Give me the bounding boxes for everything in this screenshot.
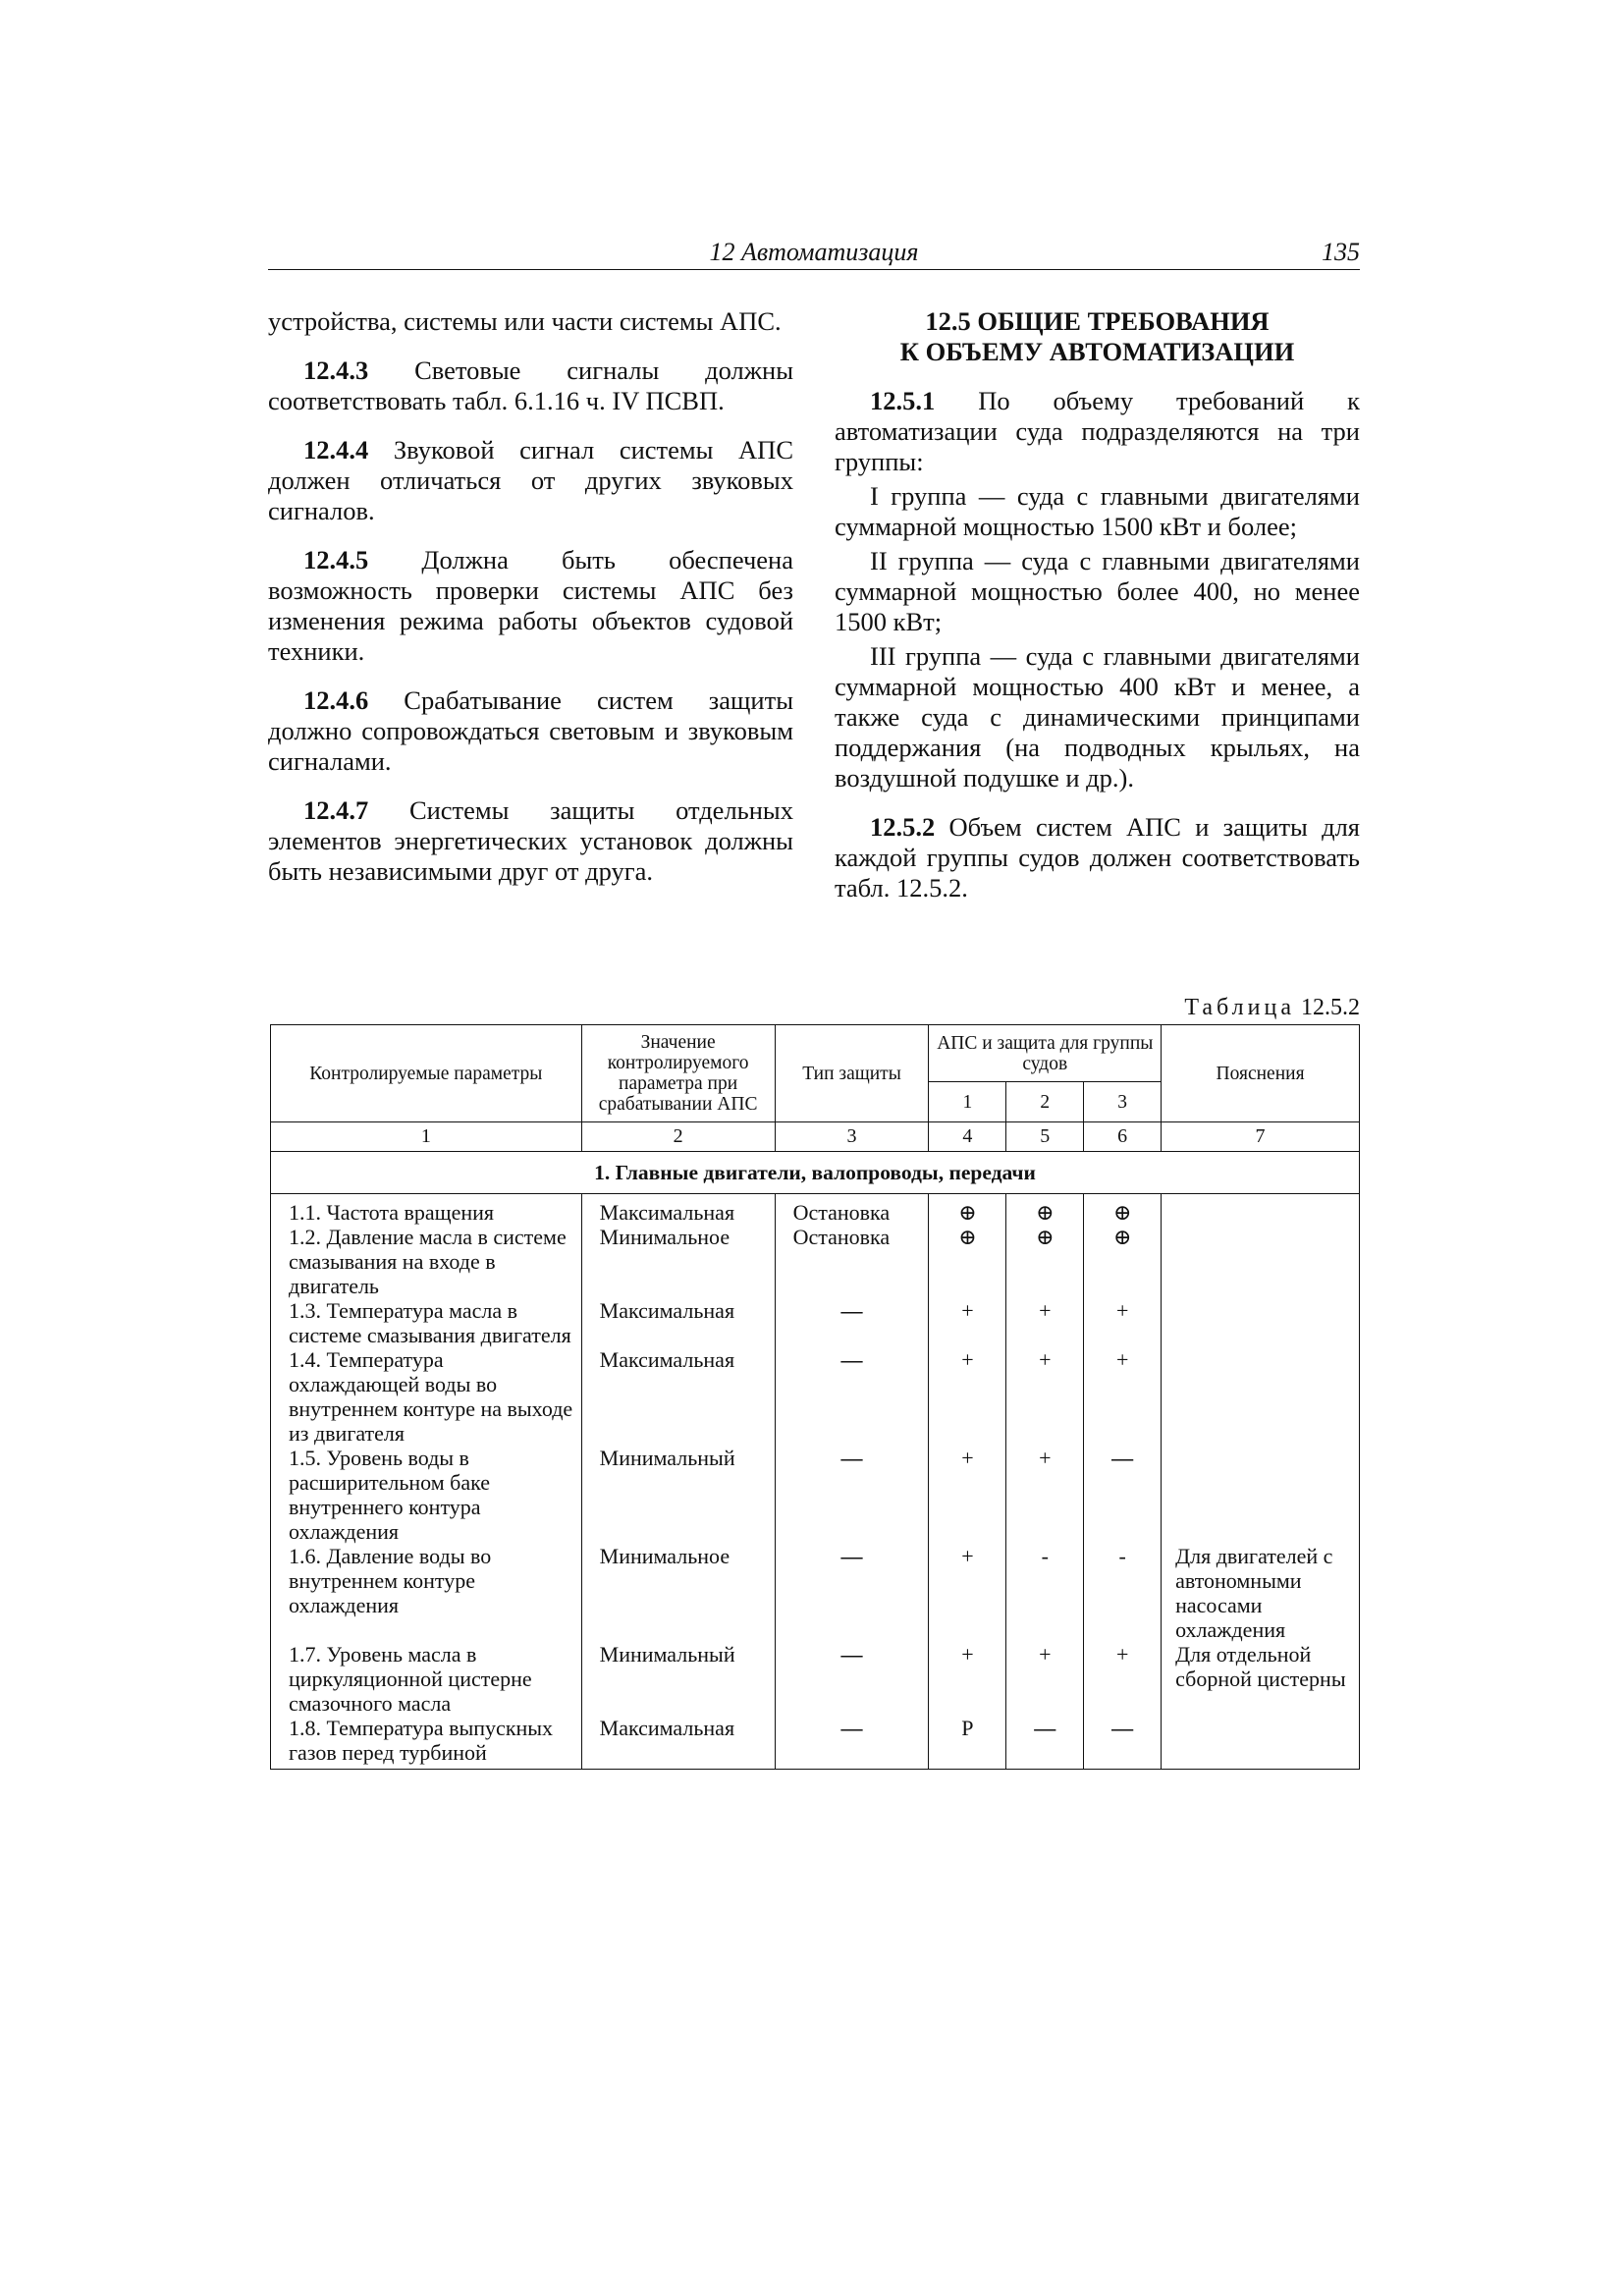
requirements-table xyxy=(270,1024,1360,1770)
note-cell xyxy=(1162,1716,1360,1770)
section-title xyxy=(835,306,1360,367)
clause-text: Звуковой сигнал системы АПС должен отличаться от других звуковых сигналов. xyxy=(268,435,793,525)
column-number: 4 xyxy=(929,1122,1006,1152)
page-number: 135 xyxy=(1322,238,1360,266)
param-cell: 1.7. Уровень масла в циркуляционной цистерне смазочного масла xyxy=(271,1642,582,1716)
paragraph-12-4-3 xyxy=(268,355,793,416)
group-3-definition: III группа — суда с главными двигателями суммарной мощностью 400 кВт и менее, а также суда с динамическими принципами поддержания (на подводных крыльях, на воздушной подушке и др.). xyxy=(835,641,1360,793)
paragraph-12-5-1 xyxy=(835,386,1360,477)
header-param: Контролируемые параметры xyxy=(271,1025,582,1122)
paragraph-12-4-4 xyxy=(268,435,793,526)
group-2-cell: ⊕ xyxy=(1006,1225,1084,1298)
clause-number: 12.4.7 xyxy=(303,795,369,825)
left-column xyxy=(268,306,793,905)
note-cell xyxy=(1162,1446,1360,1544)
paragraph-12-4-7 xyxy=(268,795,793,887)
param-cell: 1.5. Уровень воды в расширительном баке внутреннего контура охлаждения xyxy=(271,1446,582,1544)
clause-text: Системы защиты отдельных элементов энергетических установок должны быть независимыми друг от друга. xyxy=(268,795,793,886)
note-cell xyxy=(1162,1298,1360,1347)
group-2-cell: + xyxy=(1006,1347,1084,1446)
table-caption xyxy=(1060,995,1360,1021)
section-title-line-1: 12.5 ОБЩИЕ ТРЕБОВАНИЯ xyxy=(925,306,1270,336)
table-row xyxy=(271,1544,1360,1642)
header-protection: Тип защиты xyxy=(775,1025,929,1122)
table-row xyxy=(271,1642,1360,1716)
group-1-cell: + xyxy=(929,1347,1006,1446)
column-number: 1 xyxy=(271,1122,582,1152)
column-number: 5 xyxy=(1006,1122,1084,1152)
section-heading: 1. Главные двигатели, валопроводы, передачи xyxy=(271,1152,1360,1194)
param-cell: 1.3. Температура масла в системе смазывания двигателя xyxy=(271,1298,582,1347)
value-cell: Максимальная xyxy=(581,1298,775,1347)
param-cell: 1.6. Давление воды во внутреннем контуре охлаждения xyxy=(271,1544,582,1642)
group-2-cell: - xyxy=(1006,1544,1084,1642)
note-cell: Для двигателей с автономными насосами охлаждения xyxy=(1162,1544,1360,1642)
paragraph-12-4-5 xyxy=(268,545,793,667)
group-3-cell: + xyxy=(1084,1347,1162,1446)
clause-text: Световые сигналы должны соответствовать табл. 6.1.16 ч. IV ПСВП. xyxy=(268,355,793,415)
paragraph-continuation: устройства, системы или части системы АПС. xyxy=(268,306,782,336)
header-group-3: 3 xyxy=(1084,1082,1162,1122)
group-3-cell: ⊕ xyxy=(1084,1194,1162,1226)
clause-number: 12.4.4 xyxy=(303,435,369,465)
clause-text: Должна быть обеспечена возможность проверки системы АПС без изменения режима работы объектов судовой техники. xyxy=(268,545,793,666)
clause-text: По объему требований к автоматизации суда подразделяются на три группы: xyxy=(835,386,1360,476)
right-column xyxy=(835,306,1360,922)
group-1-cell: + xyxy=(929,1544,1006,1642)
table-row xyxy=(271,1347,1360,1446)
group-1-cell: + xyxy=(929,1446,1006,1544)
group-2-cell: + xyxy=(1006,1446,1084,1544)
param-cell: 1.4. Температура охлаждающей воды во внутреннем контуре на выходе из двигателя xyxy=(271,1347,582,1446)
header-value: Значение контролируемого параметра при срабатывании АПС xyxy=(581,1025,775,1122)
column-number: 3 xyxy=(775,1122,929,1152)
clause-number: 12.4.3 xyxy=(303,355,369,385)
table-row xyxy=(271,1716,1360,1770)
running-title: 12 Автоматизация xyxy=(709,238,919,266)
paragraph-12-4-6 xyxy=(268,685,793,777)
param-cell: 1.8. Температура выпускных газов перед турбиной xyxy=(271,1716,582,1770)
group-1-cell: ⊕ xyxy=(929,1194,1006,1226)
header-group-2: 2 xyxy=(1006,1082,1084,1122)
group-2-cell: + xyxy=(1006,1642,1084,1716)
value-cell: Минимальное xyxy=(581,1225,775,1298)
value-cell: Максимальная xyxy=(581,1347,775,1446)
section-title-line-2: К ОБЪЕМУ АВТОМАТИЗАЦИИ xyxy=(899,337,1295,366)
protection-cell: Остановка xyxy=(775,1225,929,1298)
group-2-definition: II группа — суда с главными двигателями суммарной мощностью более 400, но менее 1500 кВт; xyxy=(835,546,1360,636)
clause-number: 12.5.2 xyxy=(870,812,936,842)
table-row xyxy=(271,1298,1360,1347)
value-cell: Максимальная xyxy=(581,1194,775,1226)
clause-number: 12.4.6 xyxy=(303,685,369,715)
protection-cell: — xyxy=(775,1347,929,1446)
group-3-cell: — xyxy=(1084,1446,1162,1544)
clause-text: Объем систем АПС и защиты для каждой группы судов должен соответствовать табл. 12.5.2. xyxy=(835,812,1360,902)
note-cell xyxy=(1162,1347,1360,1446)
value-cell: Максимальная xyxy=(581,1716,775,1770)
table-row xyxy=(271,1194,1360,1226)
header-notes: Пояснения xyxy=(1162,1025,1360,1122)
table-caption-number: 12.5.2 xyxy=(1301,995,1360,1020)
paragraph-12-5-2 xyxy=(835,812,1360,903)
column-number: 6 xyxy=(1084,1122,1162,1152)
group-1-definition: I группа — суда с главными двигателями суммарной мощностью 1500 кВт и более; xyxy=(835,481,1360,541)
group-3-cell: + xyxy=(1084,1298,1162,1347)
clause-number: 12.5.1 xyxy=(870,386,936,415)
group-2-cell: + xyxy=(1006,1298,1084,1347)
protection-cell: — xyxy=(775,1298,929,1347)
table-caption-word: Таблица xyxy=(1184,995,1295,1020)
column-number: 2 xyxy=(581,1122,775,1152)
group-1-cell: ⊕ xyxy=(929,1225,1006,1298)
value-cell: Минимальный xyxy=(581,1446,775,1544)
group-2-cell: — xyxy=(1006,1716,1084,1770)
protection-cell: — xyxy=(775,1642,929,1716)
column-number-row xyxy=(271,1122,1360,1152)
group-1-cell: + xyxy=(929,1298,1006,1347)
group-3-cell: - xyxy=(1084,1544,1162,1642)
protection-cell: Остановка xyxy=(775,1194,929,1226)
running-header xyxy=(268,236,1360,270)
header-aps-group: АПС и защита для группы судов xyxy=(929,1025,1162,1082)
header-group-1: 1 xyxy=(929,1082,1006,1122)
protection-cell: — xyxy=(775,1446,929,1544)
table-row xyxy=(271,1446,1360,1544)
group-3-cell: + xyxy=(1084,1642,1162,1716)
value-cell: Минимальное xyxy=(581,1544,775,1642)
value-cell: Минимальный xyxy=(581,1642,775,1716)
param-cell: 1.1. Частота вращения xyxy=(271,1194,582,1226)
group-1-cell: + xyxy=(929,1642,1006,1716)
group-3-cell: — xyxy=(1084,1716,1162,1770)
table-header-row xyxy=(271,1025,1360,1082)
note-cell xyxy=(1162,1194,1360,1226)
group-1-cell: Р xyxy=(929,1716,1006,1770)
clause-number: 12.4.5 xyxy=(303,545,369,574)
table-section-row xyxy=(271,1152,1360,1194)
note-cell: Для отдельной сборной цистерны xyxy=(1162,1642,1360,1716)
protection-cell: — xyxy=(775,1716,929,1770)
group-2-cell: ⊕ xyxy=(1006,1194,1084,1226)
note-cell xyxy=(1162,1225,1360,1298)
param-cell: 1.2. Давление масла в системе смазывания на входе в двигатель xyxy=(271,1225,582,1298)
protection-cell: — xyxy=(775,1544,929,1642)
column-number: 7 xyxy=(1162,1122,1360,1152)
table-row xyxy=(271,1225,1360,1298)
clause-text: Срабатывание систем защиты должно сопровождаться световым и звуковым сигналами. xyxy=(268,685,793,776)
group-3-cell: ⊕ xyxy=(1084,1225,1162,1298)
